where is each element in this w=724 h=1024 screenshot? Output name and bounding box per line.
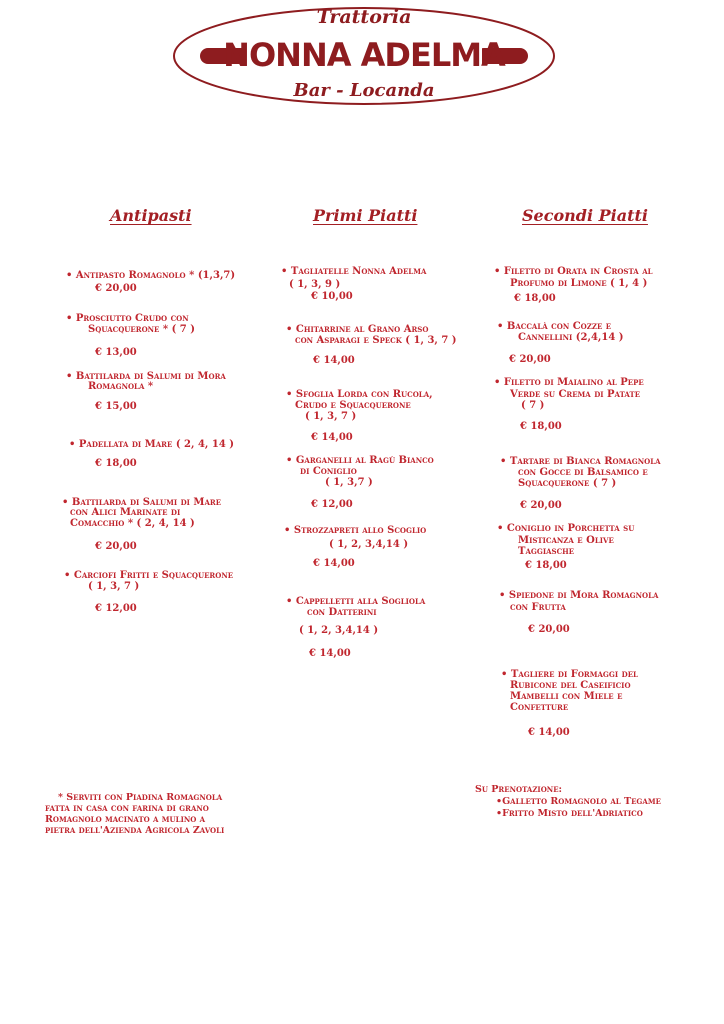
menu-item: • Filetto di Orata in Crosta al [494,266,653,277]
heading-antipasti: Antipasti [110,206,192,225]
menu-item: ( 1, 3, 7 ) [305,411,357,422]
menu-item: • Battilarda di Salumi di Mare [62,497,222,508]
menu-item: • Cappelletti alla Sogliola [286,596,426,607]
menu-item: • Filetto di Maialino al Pepe [494,377,644,388]
item-price: € 14,00 [311,432,353,443]
item-price: € 20,00 [520,500,562,511]
item-price: € 15,00 [95,401,137,412]
item-price: € 14,00 [528,727,570,738]
logo-name: NONNA ADELMA [223,36,505,74]
menu-item: con Asparagi e Speck ( 1, 3, 7 ) [295,335,457,346]
item-price: € 18,00 [514,293,556,304]
item-price: € 20,00 [95,283,137,294]
footnote-line: * Serviti con Piadina Romagnola [58,792,223,803]
menu-item: Romagnola * [88,381,154,392]
logo-bar-locanda: Bar - Locanda [293,80,435,101]
reservation-item: •Fritto Misto dell'Adriatico [496,808,643,819]
menu-item: con Datterini [307,607,377,618]
item-price: € 18,00 [520,421,562,432]
footnote-line: pietra dell'Azienda Agricola Zavoli [45,825,225,836]
menu-item: Rubicone del Caseificio [510,680,631,691]
menu-item: con Alici Marinate di [70,507,181,518]
menu-item: • Tagliere di Formaggi del [501,669,638,680]
menu-item: • Garganelli al Ragù Bianco [286,455,434,466]
reservation-item: •Galletto Romagnolo al Tegame [496,796,661,807]
menu-item: Confetture [510,702,569,713]
menu-item: con Gocce di Balsamico e [518,467,648,478]
menu-item: di Coniglio [300,466,357,477]
menu-item: Profumo di Limone ( 1, 4 ) [510,278,648,289]
item-price: € 13,00 [95,347,137,358]
item-price: € 14,00 [313,355,355,366]
item-price: € 18,00 [525,560,567,571]
menu-item: • Padellata di Mare ( 2, 4, 14 ) [69,439,235,450]
logo-trattoria: Trattoria [316,6,412,28]
menu-item: Squacquerone ( 7 ) [518,478,617,489]
menu-item: ( 1, 3,7 ) [325,477,373,488]
item-price: € 18,00 [95,458,137,469]
item-price: € 20,00 [528,624,570,635]
item-price: € 10,00 [311,291,353,302]
menu-item: • Sfoglia Lorda con Rucola, [286,389,433,400]
item-price: € 14,00 [313,558,355,569]
restaurant-logo [172,4,556,106]
menu-item: ( 1, 2, 3,4,14 ) [329,539,409,550]
menu-item: • Prosciutto Crudo con [66,313,189,324]
heading-secondi: Secondi Piatti [522,206,648,225]
item-price: € 12,00 [95,603,137,614]
menu-item: Mambelli con Miele e [510,691,623,702]
menu-item: • Chitarrine al Grano Arso [286,324,429,335]
menu-item: • Tartare di Bianca Romagnola [500,456,661,467]
item-price: € 20,00 [95,541,137,552]
menu-item: • Baccalà con Cozze e [497,321,612,332]
menu-item: ( 1, 3, 9 ) [289,279,341,290]
item-price: € 12,00 [311,499,353,510]
menu-item: • Spiedone di Mora Romagnola [499,590,659,601]
menu-item: • Tagliatelle Nonna Adelma [281,266,427,277]
menu-item: Comacchio * ( 2, 4, 14 ) [70,518,195,529]
heading-primi: Primi Piatti [313,206,418,225]
menu-item: Misticanza e Olive [518,535,614,546]
menu-item: ( 1, 3, 7 ) [88,581,140,592]
menu-item: • Antipasto Romagnolo * (1,3,7) [66,270,236,281]
reservation-title: Su Prenotazione: [475,784,563,795]
menu-item: con Frutta [510,602,566,613]
menu-item: ( 1, 2, 3,4,14 ) [299,625,379,636]
menu-item: Crudo e Squacquerone [295,400,411,411]
menu-item: • Strozzapreti allo Scoglio [284,525,427,536]
menu-item: • Carciofi Fritti e Squacquerone [64,570,234,581]
menu-item: Cannellini (2,4,14 ) [518,332,624,343]
item-price: € 14,00 [309,648,351,659]
menu-item: ( 7 ) [521,400,545,411]
footnote-line: Romagnolo macinato a mulino a [45,814,206,825]
menu-item: Verde su Crema di Patate [510,389,641,400]
menu-item: Taggiasche [518,546,575,557]
item-price: € 20,00 [509,354,551,365]
menu-item: • Battilarda di Salumi di Mora [66,371,226,382]
footnote-line: fatta in casa con farina di grano [45,803,209,814]
menu-item: • Coniglio in Porchetta su [497,523,635,534]
menu-item: Squacquerone * ( 7 ) [88,324,195,335]
